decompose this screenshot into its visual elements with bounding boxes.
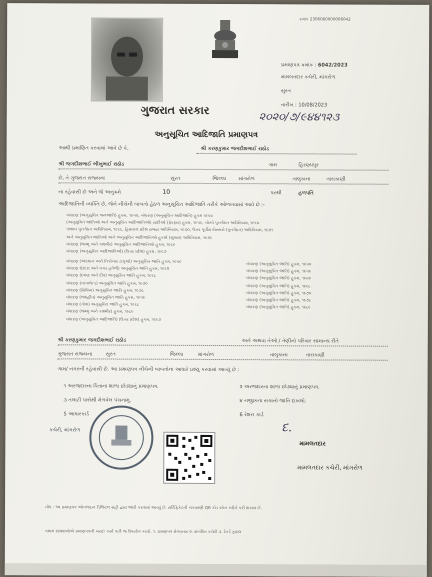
national-emblem-icon	[209, 18, 241, 62]
residence-person: શ્રી કરણકુમાર જગદીશભાઈ રાઠોડ	[57, 337, 127, 344]
order-right-item: બંધારણ (અનુસૂચિત જાતિ) હુકમ, ૧૯૫૯	[246, 268, 312, 274]
signature-initials: દ.	[281, 420, 292, 435]
intro-text: આથી પ્રમાણિત કરવામાં આવે છે કે,	[58, 145, 129, 152]
village-value: હિરણ્યપુર	[298, 162, 319, 169]
district-label: જિલ્લા	[212, 175, 226, 183]
footer-text: તમામ સંસ્થાઓએ પ્રમાણપત્રની ખરાઈ કર્યા પછી જ ઉપયોગ કરવો. ૧. પ્રમાણપત્ર મેળવનાર ૨. સંબંધિત કચેરી ૩. રેકર્ડ ફાઇલ	[44, 528, 242, 535]
order-right-item: બંધારણ (અનુસૂચિત જાતિ) હુકમ, ૧૯૭૦	[245, 289, 312, 296]
taluka-label: તાલુકાના	[292, 176, 311, 183]
district-line: સુરત	[280, 88, 291, 95]
caste-number: 10	[162, 188, 171, 196]
order-right-item: બંધારણ (અનુસૂચિત જાતિ) હુકમ, ૧૯૫૦	[246, 261, 312, 267]
doc-item: 5 આધારકાર્ડ	[63, 411, 89, 418]
doc-item: 6 રેશન કાર્ડ	[239, 412, 264, 419]
cert-no-value: 6042/2023	[317, 62, 348, 69]
residence-taluka-value: માંગરોળ	[197, 351, 214, 358]
cert-no-label: પ્રમાણપત્ર ક્રમાંક :	[280, 62, 317, 69]
order-left-item: બંધારણ (દમણ અને દીવ) અનુસૂચિત જાતિ હુકમ, ૧૯૬૮	[66, 272, 157, 279]
order-right-item: બંધારણ (અનુસૂચિત જાતિ) હુકમ, ૧૯૭૮	[245, 297, 312, 303]
order-left-item: બંધારણ (અનુસૂચિત આદિજાતિ) (ઉત્તર પ્રદેશ) હુકમ, ૧૯૬૭	[65, 315, 162, 322]
residence-district-label: જિલ્લા	[169, 351, 184, 358]
order-right-item: બંધારણ (અનુસૂચિત જાતિ) હુકમ, ૧૯૬૮	[246, 282, 311, 288]
sub-value: તારાકાણી	[326, 176, 346, 183]
father-name: શ્રી જગદીશભાઈ ભીખુભાઈ રાઠોડ	[58, 161, 125, 168]
residence-sub-value: તારાકાણી	[305, 352, 325, 359]
footer-bar	[5, 563, 427, 577]
gov-title: ગુજરાત સરકાર	[140, 103, 210, 117]
verification-note: નોંધ : આ પ્રમાણપત્ર ઓનલાઇન ડિજિટલ સહી દ્વારા જારી કરવામાં આવ્યું છે. સર્ટિફિકેટની ચકાસણી QR કોડ સ્કેન કરીને કરી શકાય છે.	[45, 504, 262, 511]
residence-state: ગુજરાત રાજ્યના	[57, 351, 93, 358]
serial-number: 2306060000006042	[309, 16, 351, 22]
cert-subtitle: અનુસૂચિત આદિજાતિ પ્રમાણપત્ર	[154, 129, 259, 140]
date-label: તારીખ :	[280, 102, 297, 109]
orders-right-list	[246, 260, 312, 311]
residence-district-value: સુરત	[105, 351, 116, 358]
order-left-item: બંધારણ (ગોવા) અનુસૂચિત જાતિ હુકમ, ૧૯૬૮	[65, 301, 140, 307]
signatory-designation: મામલતદાર	[299, 440, 326, 448]
doc-item: ૪ નજીકના સગાનો જાતિ દાખલો.	[239, 398, 307, 405]
order-left-item: બંધારણ (દાદરા અને નગર હવેલી) અનુસૂચિત જાતિ હુકમ, ૧૯૬૨	[66, 265, 170, 271]
recognition-text: આદિજાતિની વ્યક્તિ છે, જેને નીચેની બાબતો હેઠળ અનુસૂચિત આદિજાતિ તરીકે ઓળખવામાં આવે છે :-	[58, 201, 265, 209]
order-left-item: બંધારણ (સિક્કિમ) અનુસૂચિત જાતિ હુકમ, ૧૯૭૮	[65, 287, 144, 293]
office-line: મામલતદાર કચેરી, માંગરોળ	[280, 74, 336, 81]
person-name: શ્રી કરણકુમાર જગદીશભાઈ રાઠોડ	[200, 145, 269, 153]
qr-code[interactable]	[163, 432, 215, 484]
order-item: પંજાબ પુનર્ગઠન અધિનિયમ, ૧૯૬૬, હિમાચલ પ્રદેશ રાજ્ય અધિનિયમ, ૧૯૭૦, ઉત્તર પૂર્વીય વિસ્તારો (પુનર્ગઠન) અધિનિયમ, ૧૯૭૧	[66, 226, 274, 233]
applicant-photo	[91, 17, 163, 101]
doc-item: ૧ અરજદારના પિતાના શાળા છોડ્યાનું પ્રમાણપત્ર.	[63, 383, 159, 390]
caste-word: પરથી	[270, 190, 282, 197]
state-label: છે, તે ગુજરાત રાજ્યના	[58, 175, 105, 182]
order-right-item: બંધારણ (અનુસૂચિત જાતિ) હુકમ, ૧૯૮૯	[245, 304, 311, 310]
family-text: અને અથવા તેઓ / તેણીનો પરિવાર સામાન્ય રીતે	[241, 338, 339, 345]
residence-taluka-label: તાલુકાના	[269, 352, 288, 359]
orders-list	[66, 211, 273, 255]
residence-closing: ગામ/ નગરની રહેવાસી છે. આ પ્રમાણપત્ર નીચેની બાબતોના આધારે ઇશ્યુ કરવામાં આવ્યું છે :	[57, 366, 240, 374]
village-label: ગામ	[268, 162, 277, 169]
district-value: સુરત	[170, 175, 181, 182]
order-item: બંધારણ (જમ્મુ અને કાશ્મીર) અનુસૂચિત આદિજાતિઓ હુકમ, ૧૯૮૯	[66, 241, 176, 247]
date-value: 10/08/2023	[298, 102, 328, 109]
certificate-page	[5, 3, 429, 577]
order-right-item: બંધારણ (અનુસૂચિત જાતિ) હુકમ, ૧૯૬૨	[246, 275, 311, 281]
signatory-office: મામલતદાર કચેરી, માંગરોળ	[297, 464, 363, 472]
caste-value: હળપતિ	[298, 190, 314, 197]
order-item: અને અનુસૂચિત જાતિઓ અને અનુસૂચિત આદિજાતિઓ હુકમો (સુધારા) અધિનિયમ, ૧૯૭૬	[66, 233, 213, 240]
order-left-item: બંધારણ (નાગાલેન્ડ) અનુસૂચિત જાતિ હુકમ, ૧૯૭૦	[66, 279, 148, 286]
order-item: (અનુસૂચિત જાતિઓ અને અનુસૂચિત આદિજાતિઓ) યાદીઓ (ફેરફાર) હુકમ, ૧૯૫૬, બોમ્બે પુનર્ગઠન અધિનિયમ, ૧૯૬૦	[66, 219, 260, 226]
seal-text: કચેરી, માંગરોળ	[49, 427, 81, 434]
caste-intro: ના રહેવાસી છે અને જે અનુક્રમે	[58, 189, 121, 196]
serial-label: ક્રમાંક	[299, 16, 309, 22]
order-item: બંધારણ (અનુસૂચિત જનજાતિ) હુકમ, ૧૯૫૦, બંધારણ (અનુસૂચિત આદિજાતિ) હુકમ ૧૯૫૦	[66, 212, 213, 218]
doc-item: ૩ તલાટી પાસેથી મેળવેલ પંચનામુ.	[63, 397, 132, 404]
taluka-value: માંગરોળ	[238, 176, 255, 183]
order-left-item: બંધારણ (અંદમાન અને નિકોબાર ટાપુઓ) અનુસૂચિત જાતિ હુકમ, ૧૯૫૯	[66, 258, 182, 264]
handwritten-number: ૨૦૨૦/૭/૯૪૪૧૨૩	[258, 110, 340, 124]
orders-left-list	[66, 257, 182, 322]
order-item: બંધારણ (અનુસૂચિત આદિજાતિઓ) (ઉત્તર પ્રદેશ) હુકમ, ૧૯૬૭	[66, 248, 167, 254]
office-seal-icon	[89, 405, 153, 469]
order-left-item: બંધારણ (લક્ષદ્વીપ) અનુસૂચિત જાતિ હુકમ, ૧૯૫૯	[65, 294, 146, 300]
order-left-item: બંધારણ (જમ્મુ અને કાશ્મીર) હુકમ, ૧૯૮૯	[65, 308, 134, 314]
doc-item: ૨ અરજદારના શાળા છોડ્યાનું પ્રમાણપત્ર.	[239, 384, 320, 391]
